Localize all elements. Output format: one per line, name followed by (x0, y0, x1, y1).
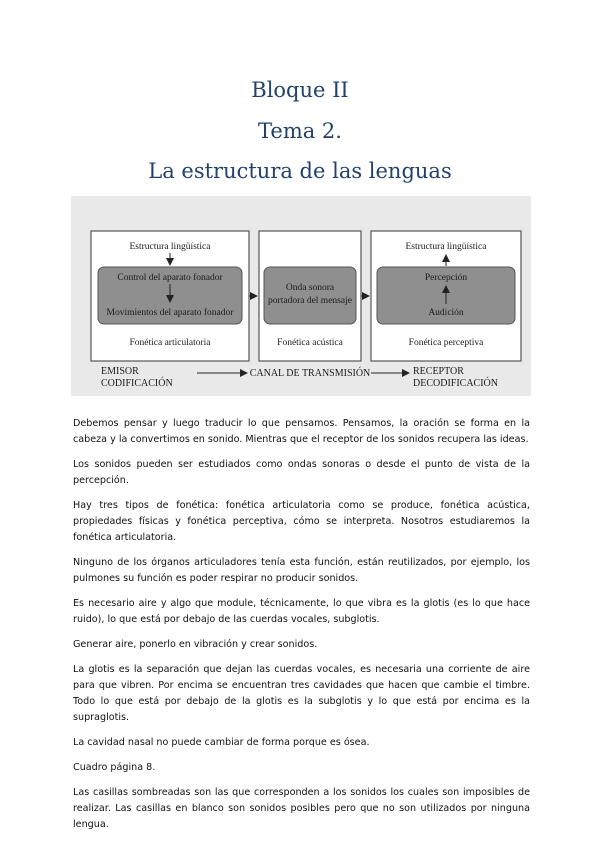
receptor-label: RECEPTOR (413, 366, 464, 377)
canal-label: CANAL DE TRANSMISIÓN (249, 368, 371, 379)
paragraph: Ninguno de los órganos articuladores tenía esta función, están reutilizados, por ejemplo, los pulmones su función es poder respirar no producir sonidos. (73, 557, 530, 584)
block-title: Bloque II (251, 78, 349, 102)
canal-line2: portadora del mensaje (268, 296, 352, 306)
receptor-mid-label: Percepción (424, 273, 468, 283)
emisor-sublabel: CODIFICACIÓN (101, 378, 173, 389)
emisor-mid-label: Control del aparato fonador (117, 273, 223, 283)
paragraph: La glotis es la separación que dejan las cuerdas vocales, es necesaria una corriente de aire para que vibren. Por encima se encuentran tres cavidades que hacen que cambie el timbre. Todo lo que está por debajo de la glotis es la subglotis y lo que está por encima es la supraglotis. (73, 664, 530, 723)
receptor-sublabel: DECODIFICACIÓN (413, 378, 498, 389)
topic-title: Tema 2. (258, 119, 342, 143)
receptor-top-label: Estructura lingüística (405, 242, 487, 252)
receptor-caption: Fonética perceptiva (408, 338, 484, 348)
paragraph: Debemos pensar y luego traducir lo que pensamos. Pensamos, la oración se forma en la cabeza y la convertimos en sonido. Mientras que el receptor de los sonidos recupera las ideas. (73, 418, 530, 445)
paragraph: Las casillas sombreadas son las que corresponden a los sonidos los cuales son imposibles de realizar. Las casillas en blanco son sonidos posibles pero que no son utilizados por ninguna lengua. (73, 787, 530, 830)
emisor-bottom-label: Movimientos del aparato fonador (106, 308, 234, 318)
paragraph: Cuadro página 8. (73, 762, 156, 773)
paragraph: La cavidad nasal no puede cambiar de forma porque es ósea. (73, 737, 370, 748)
emisor-top-label: Estructura lingüística (129, 242, 211, 252)
canal-caption: Fonética acústica (277, 338, 343, 348)
receptor-bottom-label: Audición (428, 308, 464, 318)
emisor-label: EMISOR (101, 366, 139, 377)
emisor-caption: Fonética articulatoria (129, 338, 211, 348)
communication-diagram (71, 196, 531, 396)
body-text (73, 416, 530, 842)
paragraph: Hay tres tipos de fonética: fonética articulatoria como se produce, fonética acústica, propiedades físicas y fonética perceptiva, cómo se interpreta. Nosotros estudiaremos la fonética articulatoria. (73, 500, 530, 543)
canal-line1: Onda sonora (285, 283, 335, 293)
paragraph: Generar aire, ponerlo en vibración y crear sonidos. (73, 639, 318, 650)
topic-subtitle: La estructura de las lenguas (148, 159, 452, 183)
diagram-svg (71, 196, 531, 396)
paragraph: Es necesario aire y algo que module, técnicamente, lo que vibra es la glotis (es lo que hace ruido), lo que está por debajo de las cuerdas vocales, subglotis. (73, 598, 530, 625)
paragraph: Los sonidos pueden ser estudiados como ondas sonoras o desde el punto de vista de la percepción. (73, 459, 530, 486)
